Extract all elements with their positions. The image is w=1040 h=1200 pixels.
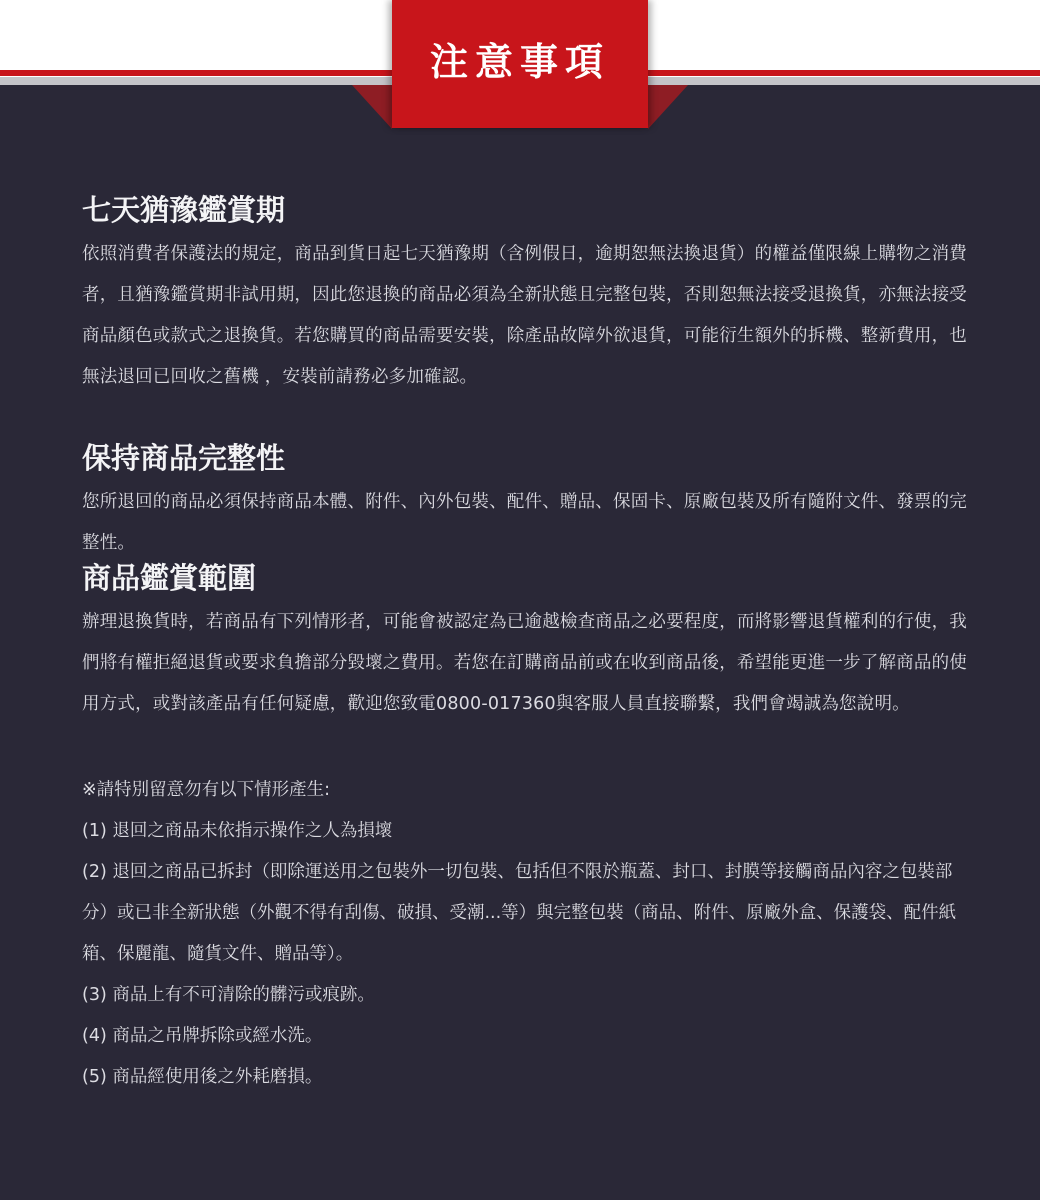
section-heading: 七天猶豫鑑賞期 [82, 193, 286, 227]
title-ribbon [392, 0, 648, 128]
list-item: (4) 商品之吊牌拆除或經水洗。 [82, 1026, 323, 1046]
notes-intro: ※請特別留意勿有以下情形產生: [82, 780, 331, 800]
list-item: (3) 商品上有不可清除的髒污或痕跡。 [82, 985, 375, 1005]
section-seven-day-period [82, 190, 972, 398]
section-inspection-scope [82, 558, 972, 725]
notes-list [82, 770, 972, 1098]
section-body: 依照消費者保護法的規定，商品到貨日起七天猶豫期（含例假日，逾期恕無法換退貨）的權益僅限線上購物之消費者，且猶豫鑑賞期非試用期，因此您退換的商品必須為全新狀態且完整包裝，否則恕無法接受退換貨，亦無法接受商品顏色或款式之退換貨。若您購買的商品需要安裝，除產品故障外欲退貨，可能衍生額外的拆機、整新費用，也無法退回已回收之舊機 ，安裝前請務必多加確認。 [82, 244, 967, 387]
list-item: (2) 退回之商品已拆封（即除運送用之包裝外一切包裝、包括但不限於瓶蓋、封口、封膜等接觸商品內容之包裝部分）或已非全新狀態（外觀不得有刮傷、破損、受潮...等）與完整包裝（商品、附件、原廠外盒、保護袋、配件紙箱、保麗龍、隨貨文件、贈品等）。 [82, 862, 957, 964]
ribbon-fold-right [648, 85, 688, 129]
list-item: (5) 商品經使用後之外耗磨損。 [82, 1067, 323, 1087]
section-heading: 保持商品完整性 [82, 441, 286, 475]
section-heading: 商品鑑賞範圍 [82, 561, 257, 595]
page-title: 注意事項 [429, 40, 610, 84]
ribbon-fold-left [352, 85, 392, 129]
list-item: (1) 退回之商品未依指示操作之人為損壞 [82, 821, 393, 841]
section-body: 辦理退換貨時，若商品有下列情形者，可能會被認定為已逾越檢查商品之必要程度，而將影響退貨權利的行使，我們將有權拒絕退貨或要求負擔部分毀壞之費用。若您在訂購商品前或在收到商品後，希望能更進一步了解商品的使用方式，或對該產品有任何疑慮，歡迎您致電0800-017360與客服人員直接聯繫，我們會竭誠為您說明。 [82, 612, 967, 714]
section-product-integrity [82, 438, 972, 564]
section-body: 您所退回的商品必須保持商品本體、附件、內外包裝、配件、贈品、保固卡、原廠包裝及所有隨附文件、發票的完整性。 [82, 492, 967, 553]
